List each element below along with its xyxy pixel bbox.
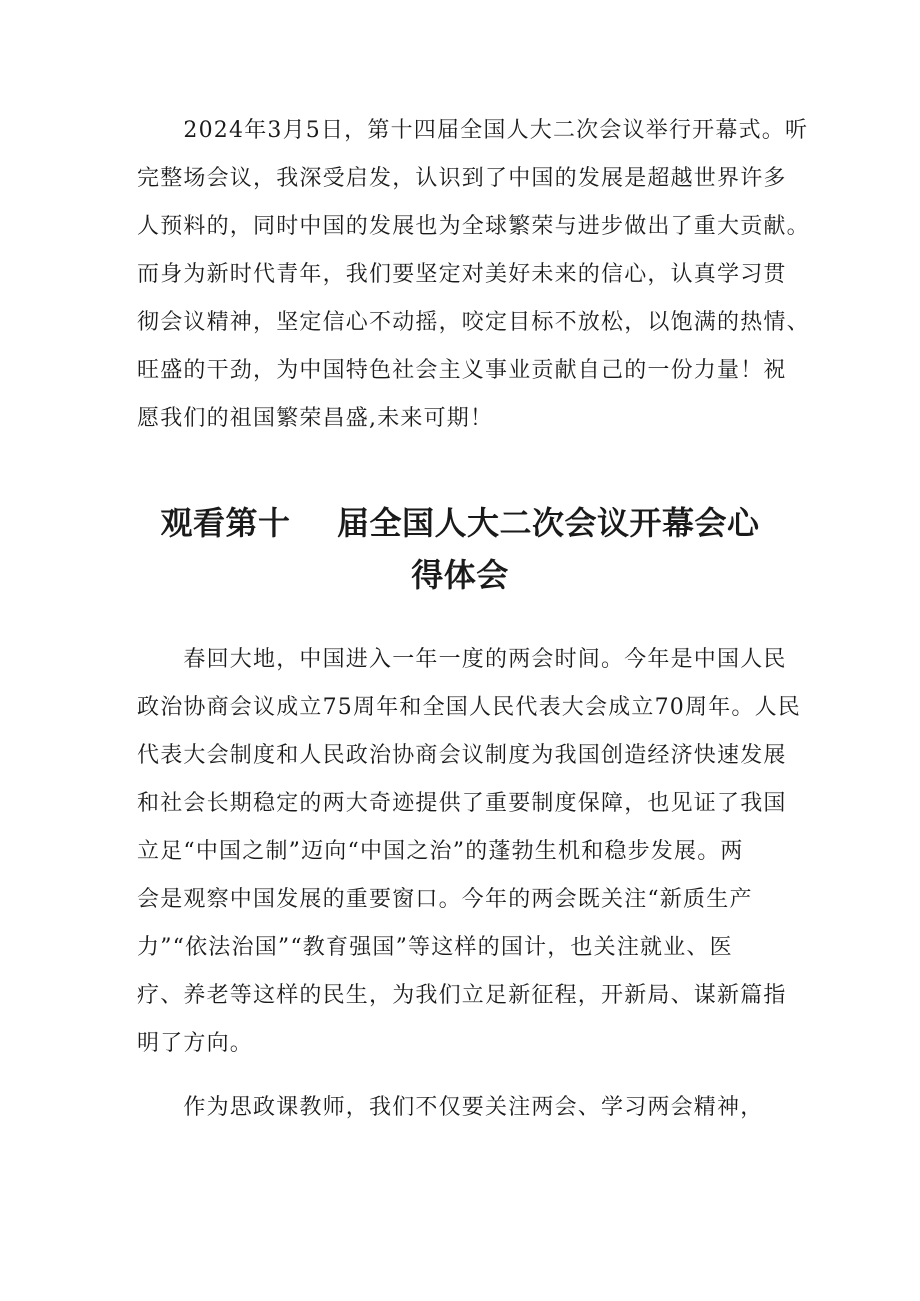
intro-paragraph: [137, 107, 810, 443]
paragraph-line: 旺盛的干劲，为中国特色社会主义事业贡献自己的一份力量！祝: [137, 358, 787, 383]
paragraph-line: 立足“中国之制”迈向“中国之治”的蓬勃生机和稳步发展。两: [137, 839, 744, 864]
paragraph-line: 完整场会议，我深受启发，认识到了中国的发展是超越世界许多: [137, 166, 787, 191]
paragraph-line: 愿我们的祖国繁荣昌盛,未来可期！: [137, 406, 494, 431]
title-line-2: 得体会: [411, 556, 509, 594]
closing-paragraph: [137, 1084, 797, 1132]
paragraph-line: 力”“依法治国”“教育强国”等这样的国计，也关注就业、医: [137, 935, 733, 960]
paragraph-line: 政治协商会议成立75周年和全国人民代表大会成立70周年。人民: [137, 695, 801, 720]
title-line-1: 观看第十 届全国人大二次会议开幕会心: [160, 504, 760, 542]
paragraph-line: 疗、养老等这样的民生，为我们立足新征程，开新局、谋新篇指: [137, 983, 787, 1008]
paragraph-line: 2024年3月5日，第十四届全国人大二次会议举行开幕式。听: [137, 118, 809, 143]
paragraph-line: 会是观察中国发展的重要窗口。今年的两会既关注“新质生产: [137, 887, 753, 912]
paragraph-line: 和社会长期稳定的两大奇迹提供了重要制度保障，也见证了我国: [137, 791, 787, 816]
article-title: [100, 497, 820, 601]
body-paragraph: [137, 636, 801, 1068]
paragraph-line: 春回大地，中国进入一年一度的两会时间。今年是中国人民: [137, 647, 787, 672]
paragraph-line: 代表大会制度和人民政治协商会议制度为我国创造经济快速发展: [137, 743, 787, 768]
paragraph-line: 明了方向。: [137, 1031, 254, 1056]
paragraph-line: 而身为新时代青年，我们要坚定对美好未来的信心，认真学习贯: [137, 262, 787, 287]
paragraph-line: 作为思政课教师，我们不仅要关注两会、学习两会精神，: [137, 1095, 764, 1120]
paragraph-line: 人预料的，同时中国的发展也为全球繁荣与进步做出了重大贡献。: [137, 214, 810, 239]
paragraph-line: 彻会议精神，坚定信心不动摇，咬定目标不放松，以饱满的热情、: [137, 310, 810, 335]
